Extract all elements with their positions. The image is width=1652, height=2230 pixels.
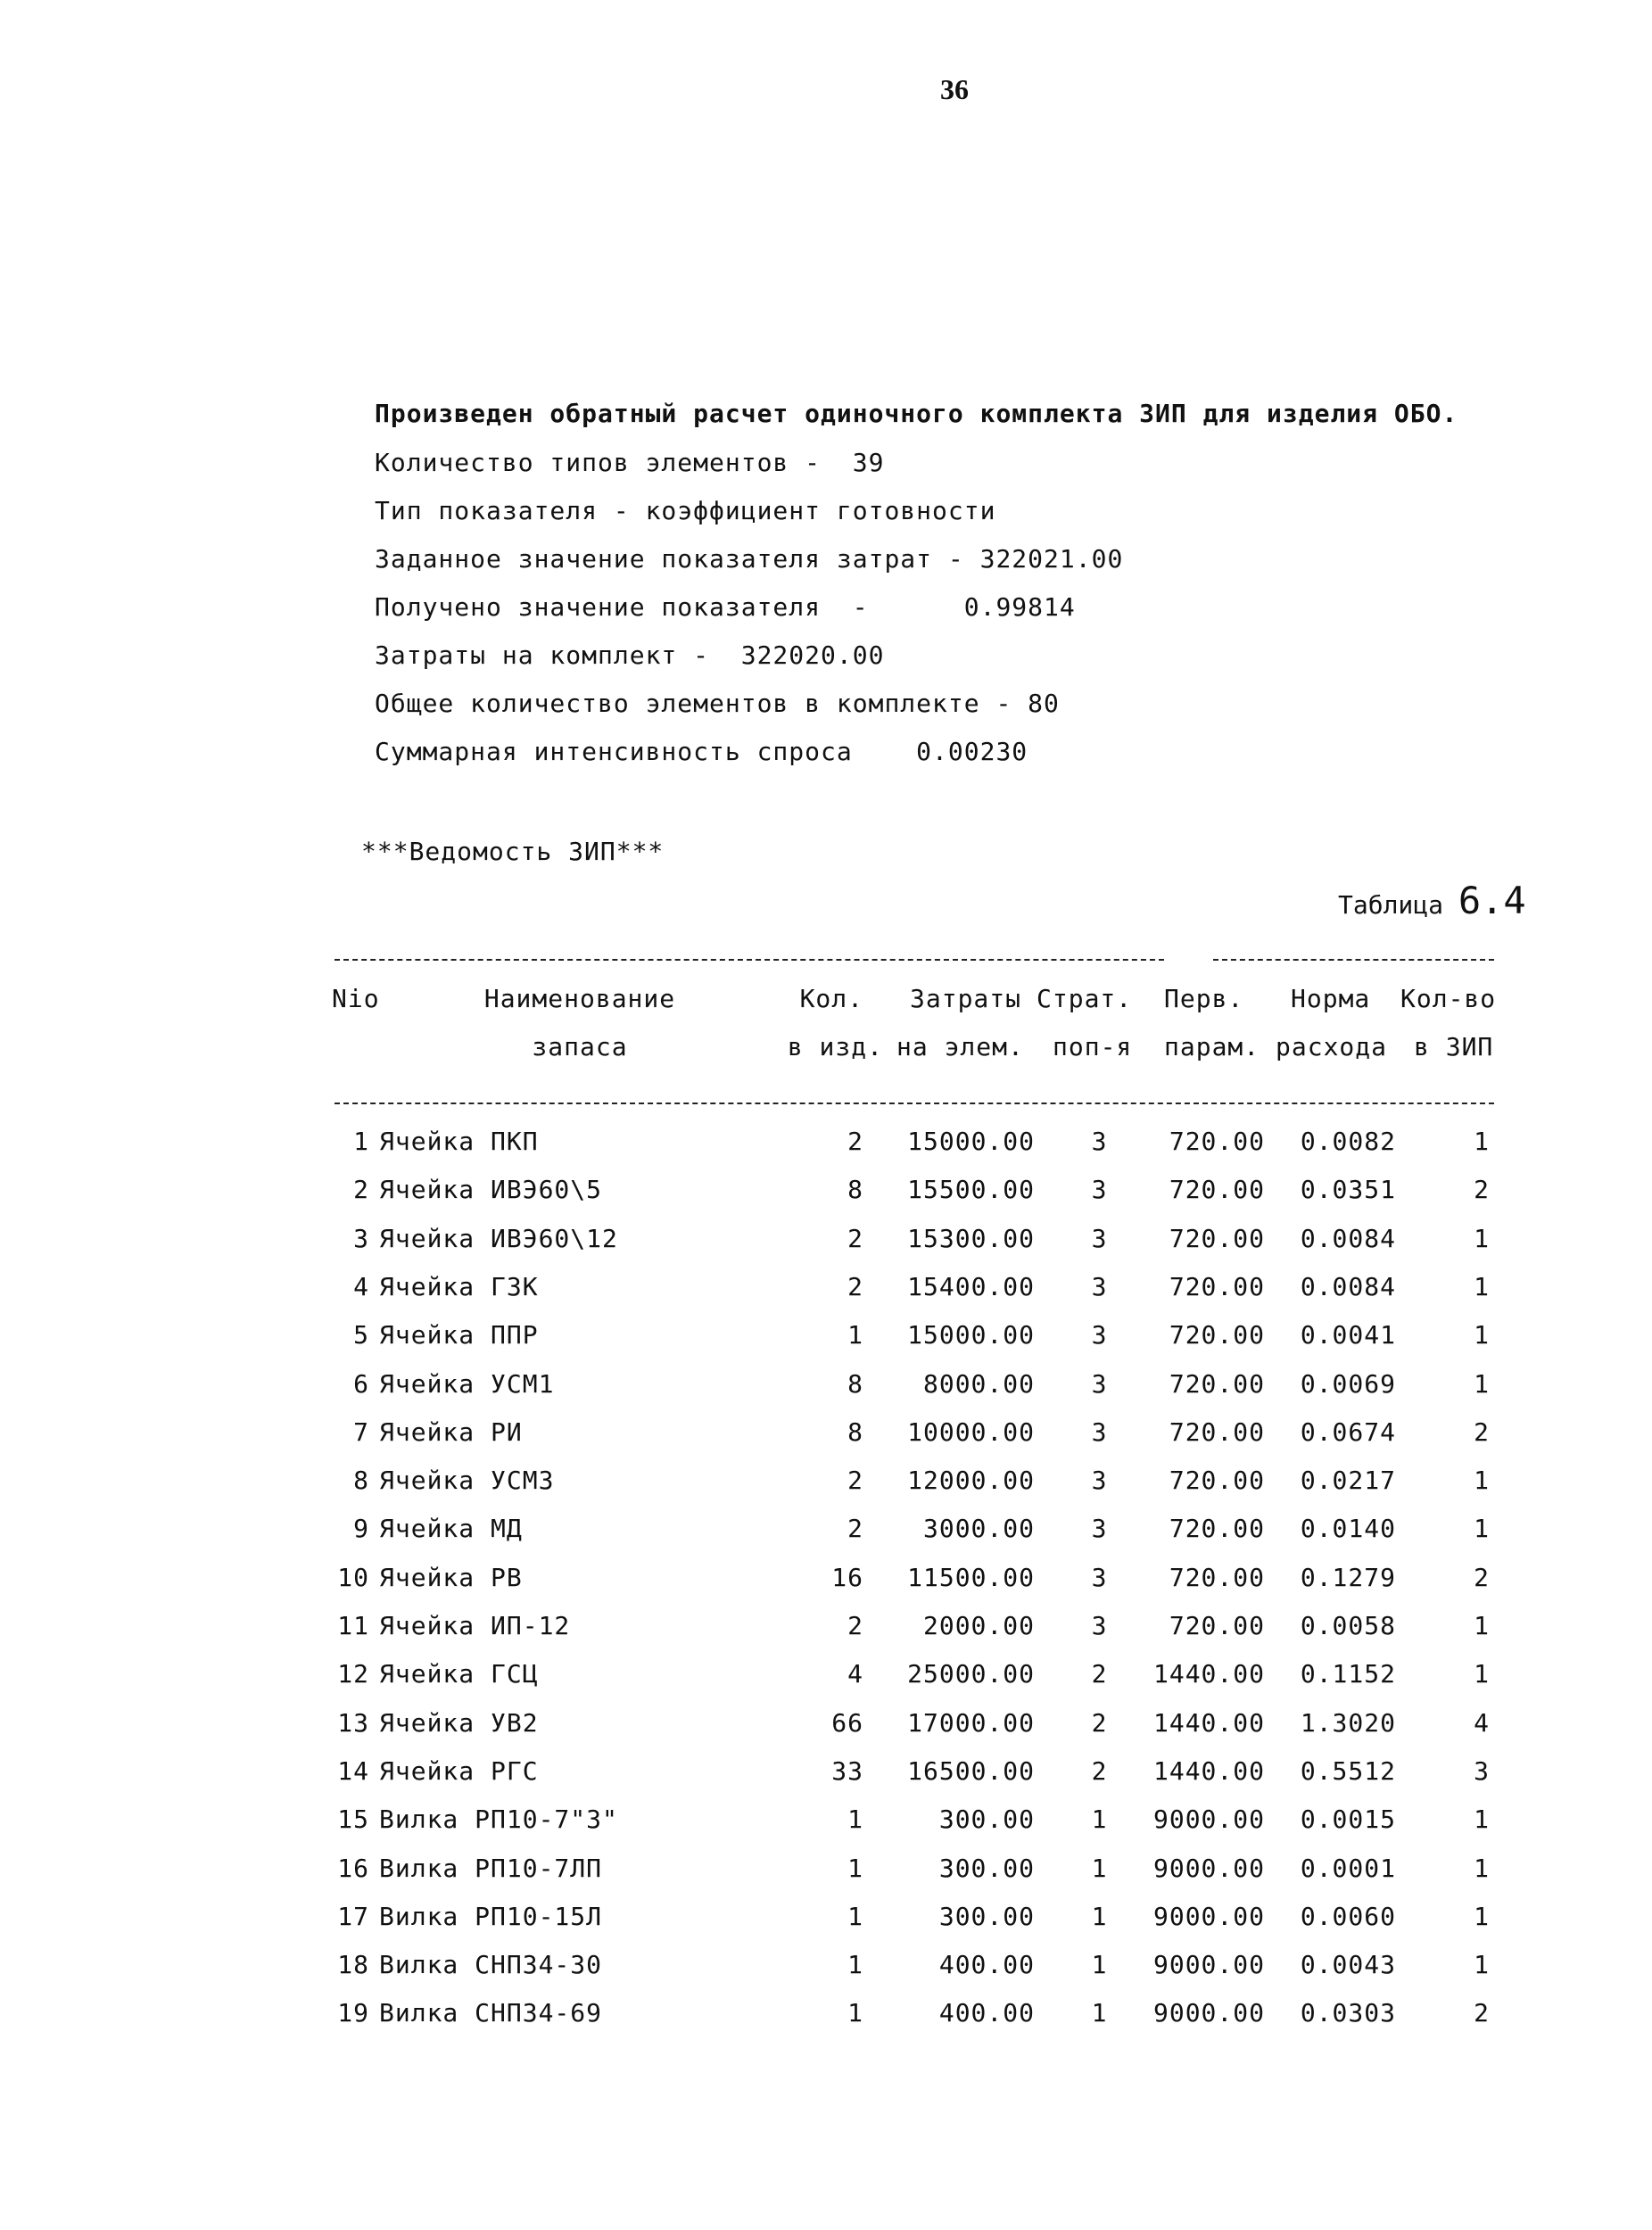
cell-name: Вилка СНП34-30 xyxy=(379,1950,603,1979)
cell-name: Ячейка РГС xyxy=(379,1756,539,1786)
cell-param: 9000.00 xyxy=(1152,1854,1265,1883)
cell-cost: 3000.00 xyxy=(922,1514,1035,1543)
cell-strategy: 3 xyxy=(1091,1175,1108,1204)
cell-name: Вилка СНП34-69 xyxy=(379,1998,603,2028)
cell-qty: 8 xyxy=(847,1369,863,1399)
header-name-line2: запаса xyxy=(532,1032,628,1061)
cell-param: 720.00 xyxy=(1169,1369,1265,1399)
header-strategy-line2: поп-я xyxy=(1053,1032,1133,1061)
header-param-line1: Перв. xyxy=(1164,984,1244,1013)
cell-zip: 1 xyxy=(1474,1902,1490,1931)
cell-strategy: 3 xyxy=(1091,1466,1108,1495)
header-norm-line1: Норма xyxy=(1291,984,1371,1013)
cell-number: 5 xyxy=(353,1320,369,1350)
cell-name: Ячейка МД xyxy=(379,1514,523,1543)
cell-norm: 0.0674 xyxy=(1300,1417,1396,1447)
cell-zip: 1 xyxy=(1474,1369,1490,1399)
cell-qty: 2 xyxy=(847,1127,863,1156)
cell-qty: 66 xyxy=(831,1708,863,1738)
cell-zip: 1 xyxy=(1474,1854,1490,1883)
cell-cost: 15400.00 xyxy=(907,1272,1035,1301)
cell-qty: 1 xyxy=(847,1805,863,1834)
cell-strategy: 3 xyxy=(1091,1272,1108,1301)
cell-name: Ячейка ИВЭ60\12 xyxy=(379,1224,618,1253)
cell-norm: 0.5512 xyxy=(1300,1756,1396,1786)
cell-cost: 300.00 xyxy=(938,1902,1035,1931)
table-label-text: Таблица xyxy=(1338,890,1458,920)
summary-indicator-type: Тип показателя - коэффициент готовности xyxy=(375,496,996,525)
cell-norm: 0.0217 xyxy=(1300,1466,1396,1495)
header-norm-line2: расхода xyxy=(1276,1032,1388,1061)
cell-qty: 1 xyxy=(847,1902,863,1931)
cell-cost: 400.00 xyxy=(938,1950,1035,1979)
cell-zip: 1 xyxy=(1474,1659,1490,1689)
cell-zip: 1 xyxy=(1474,1272,1490,1301)
cell-zip: 4 xyxy=(1474,1708,1490,1738)
cell-cost: 15500.00 xyxy=(907,1175,1035,1204)
cell-number: 15 xyxy=(337,1805,369,1834)
cell-number: 13 xyxy=(337,1708,369,1738)
header-name-line1: Наименование xyxy=(483,984,676,1013)
cell-cost: 10000.00 xyxy=(907,1417,1035,1447)
cell-name: Ячейка ПКП xyxy=(379,1127,539,1156)
cell-cost: 15000.00 xyxy=(907,1127,1035,1156)
header-zip-line2: в ЗИП xyxy=(1414,1032,1494,1061)
cell-qty: 2 xyxy=(847,1272,863,1301)
cell-zip: 1 xyxy=(1474,1805,1490,1834)
cell-name: Ячейка РИ xyxy=(379,1417,523,1447)
summary-kit-cost: Затраты на комплект - 322020.00 xyxy=(375,640,885,670)
cell-norm: 0.1279 xyxy=(1300,1563,1396,1592)
header-rule-bottom xyxy=(335,1103,1494,1104)
cell-param: 720.00 xyxy=(1169,1466,1265,1495)
cell-norm: 0.0058 xyxy=(1300,1611,1396,1640)
header-number: Nio xyxy=(332,984,380,1013)
summary-obtained-value: Получено значение показателя - 0.99814 xyxy=(375,592,1076,622)
header-rule-top-right xyxy=(1213,959,1494,961)
cell-param: 9000.00 xyxy=(1152,1998,1265,2028)
header-qty-line1: Кол. xyxy=(799,984,863,1013)
cell-param: 720.00 xyxy=(1169,1514,1265,1543)
section-title: ***Ведомость ЗИП*** xyxy=(361,837,665,866)
cell-norm: 0.0001 xyxy=(1300,1854,1396,1883)
cell-param: 720.00 xyxy=(1169,1320,1265,1350)
cell-qty: 2 xyxy=(847,1466,863,1495)
cell-number: 10 xyxy=(337,1563,369,1592)
cell-norm: 0.0060 xyxy=(1300,1902,1396,1931)
cell-qty: 8 xyxy=(847,1175,863,1204)
cell-zip: 2 xyxy=(1474,1563,1490,1592)
cell-param: 720.00 xyxy=(1169,1417,1265,1447)
summary-element-types: Количество типов элементов - 39 xyxy=(375,448,885,477)
cell-cost: 400.00 xyxy=(938,1998,1035,2028)
cell-norm: 0.0140 xyxy=(1300,1514,1396,1543)
table-label-number: 6.4 xyxy=(1458,879,1526,922)
summary-target-cost: Заданное значение показателя затрат - 322021.00 xyxy=(375,544,1124,574)
cell-cost: 8000.00 xyxy=(922,1369,1035,1399)
cell-name: Вилка РП10-7ЛП xyxy=(379,1854,603,1883)
cell-param: 9000.00 xyxy=(1152,1950,1265,1979)
cell-number: 12 xyxy=(337,1659,369,1689)
cell-qty: 1 xyxy=(847,1998,863,2028)
cell-zip: 1 xyxy=(1474,1127,1490,1156)
cell-number: 6 xyxy=(353,1369,369,1399)
cell-param: 720.00 xyxy=(1169,1175,1265,1204)
cell-zip: 2 xyxy=(1474,1175,1490,1204)
cell-norm: 0.0041 xyxy=(1300,1320,1396,1350)
cell-qty: 2 xyxy=(847,1224,863,1253)
cell-zip: 1 xyxy=(1474,1950,1490,1979)
cell-number: 14 xyxy=(337,1756,369,1786)
header-rule-top-left xyxy=(335,959,1164,961)
cell-zip: 1 xyxy=(1474,1611,1490,1640)
cell-strategy: 3 xyxy=(1091,1417,1108,1447)
cell-strategy: 2 xyxy=(1091,1708,1108,1738)
cell-param: 720.00 xyxy=(1169,1127,1265,1156)
cell-strategy: 1 xyxy=(1091,1902,1108,1931)
cell-number: 11 xyxy=(337,1611,369,1640)
cell-qty: 16 xyxy=(831,1563,863,1592)
page-number: 36 xyxy=(940,73,969,105)
cell-strategy: 3 xyxy=(1091,1224,1108,1253)
cell-cost: 17000.00 xyxy=(907,1708,1035,1738)
cell-name: Вилка РП10-15Л xyxy=(379,1902,603,1931)
cell-param: 1440.00 xyxy=(1152,1708,1265,1738)
cell-strategy: 3 xyxy=(1091,1611,1108,1640)
cell-cost: 16500.00 xyxy=(907,1756,1035,1786)
cell-norm: 0.0084 xyxy=(1300,1224,1396,1253)
cell-name: Ячейка ИП-12 xyxy=(379,1611,571,1640)
cell-qty: 1 xyxy=(847,1320,863,1350)
cell-norm: 1.3020 xyxy=(1300,1708,1396,1738)
cell-strategy: 3 xyxy=(1091,1514,1108,1543)
cell-cost: 2000.00 xyxy=(922,1611,1035,1640)
cell-param: 720.00 xyxy=(1169,1224,1265,1253)
cell-strategy: 3 xyxy=(1091,1563,1108,1592)
cell-qty: 33 xyxy=(831,1756,863,1786)
cell-cost: 15000.00 xyxy=(907,1320,1035,1350)
cell-number: 1 xyxy=(353,1127,369,1156)
cell-qty: 1 xyxy=(847,1950,863,1979)
cell-strategy: 1 xyxy=(1091,1998,1108,2028)
cell-name: Ячейка УСМ1 xyxy=(379,1369,555,1399)
cell-norm: 0.0015 xyxy=(1300,1805,1396,1834)
table-label xyxy=(1338,879,1526,922)
cell-cost: 11500.00 xyxy=(907,1563,1035,1592)
header-cost-line2: на элем. xyxy=(896,1032,1024,1061)
cell-name: Ячейка ППР xyxy=(379,1320,539,1350)
cell-norm: 0.0351 xyxy=(1300,1175,1396,1204)
summary-total-elements: Общее количество элементов в комплекте - 80 xyxy=(375,689,1060,718)
cell-strategy: 3 xyxy=(1091,1369,1108,1399)
cell-param: 720.00 xyxy=(1169,1272,1265,1301)
cell-param: 720.00 xyxy=(1169,1611,1265,1640)
header-qty-line2: в изд. xyxy=(787,1032,883,1061)
cell-norm: 0.0084 xyxy=(1300,1272,1396,1301)
cell-number: 19 xyxy=(337,1998,369,2028)
cell-zip: 2 xyxy=(1474,1417,1490,1447)
cell-name: Ячейка РВ xyxy=(379,1563,523,1592)
cell-number: 18 xyxy=(337,1950,369,1979)
cell-norm: 0.0069 xyxy=(1300,1369,1396,1399)
cell-number: 8 xyxy=(353,1466,369,1495)
cell-strategy: 1 xyxy=(1091,1805,1108,1834)
cell-param: 1440.00 xyxy=(1152,1659,1265,1689)
cell-strategy: 3 xyxy=(1091,1127,1108,1156)
cell-zip: 1 xyxy=(1474,1224,1490,1253)
cell-strategy: 2 xyxy=(1091,1659,1108,1689)
cell-name: Ячейка ГЗК xyxy=(379,1272,539,1301)
cell-param: 1440.00 xyxy=(1152,1756,1265,1786)
cell-number: 4 xyxy=(353,1272,369,1301)
cell-number: 17 xyxy=(337,1902,369,1931)
cell-strategy: 2 xyxy=(1091,1756,1108,1786)
cell-param: 720.00 xyxy=(1169,1563,1265,1592)
cell-zip: 1 xyxy=(1474,1514,1490,1543)
header-cost-line1: Затраты xyxy=(910,984,1022,1013)
cell-norm: 0.0082 xyxy=(1300,1127,1396,1156)
cell-norm: 0.0043 xyxy=(1300,1950,1396,1979)
cell-strategy: 1 xyxy=(1091,1950,1108,1979)
cell-name: Ячейка ИВЭ60\5 xyxy=(379,1175,603,1204)
cell-qty: 1 xyxy=(847,1854,863,1883)
cell-cost: 300.00 xyxy=(938,1805,1035,1834)
cell-zip: 3 xyxy=(1474,1756,1490,1786)
cell-cost: 25000.00 xyxy=(907,1659,1035,1689)
cell-qty: 4 xyxy=(847,1659,863,1689)
header-zip-line1: Кол-во xyxy=(1400,984,1497,1013)
cell-name: Ячейка УВ2 xyxy=(379,1708,539,1738)
cell-name: Вилка РП10-7"3" xyxy=(379,1805,618,1834)
cell-qty: 2 xyxy=(847,1514,863,1543)
header-strategy-line1: Страт. xyxy=(1037,984,1133,1013)
cell-zip: 1 xyxy=(1474,1320,1490,1350)
cell-zip: 1 xyxy=(1474,1466,1490,1495)
cell-param: 9000.00 xyxy=(1152,1902,1265,1931)
summary-title: Произведен обратный расчет одиночного комплекта ЗИП для изделия ОБО. xyxy=(375,399,1458,428)
cell-cost: 12000.00 xyxy=(907,1466,1035,1495)
cell-number: 3 xyxy=(353,1224,369,1253)
header-param-line2: парам. xyxy=(1164,1032,1260,1061)
cell-norm: 0.0303 xyxy=(1300,1998,1396,2028)
cell-param: 9000.00 xyxy=(1152,1805,1265,1834)
cell-number: 9 xyxy=(353,1514,369,1543)
cell-qty: 2 xyxy=(847,1611,863,1640)
cell-strategy: 3 xyxy=(1091,1320,1108,1350)
cell-norm: 0.1152 xyxy=(1300,1659,1396,1689)
cell-number: 16 xyxy=(337,1854,369,1883)
summary-demand-intensity: Суммарная интенсивность спроса 0.00230 xyxy=(375,737,1028,766)
cell-number: 2 xyxy=(353,1175,369,1204)
cell-cost: 15300.00 xyxy=(907,1224,1035,1253)
cell-qty: 8 xyxy=(847,1417,863,1447)
cell-strategy: 1 xyxy=(1091,1854,1108,1883)
cell-number: 7 xyxy=(353,1417,369,1447)
cell-cost: 300.00 xyxy=(938,1854,1035,1883)
cell-zip: 2 xyxy=(1474,1998,1490,2028)
cell-name: Ячейка УСМ3 xyxy=(379,1466,555,1495)
cell-name: Ячейка ГСЦ xyxy=(379,1659,539,1689)
